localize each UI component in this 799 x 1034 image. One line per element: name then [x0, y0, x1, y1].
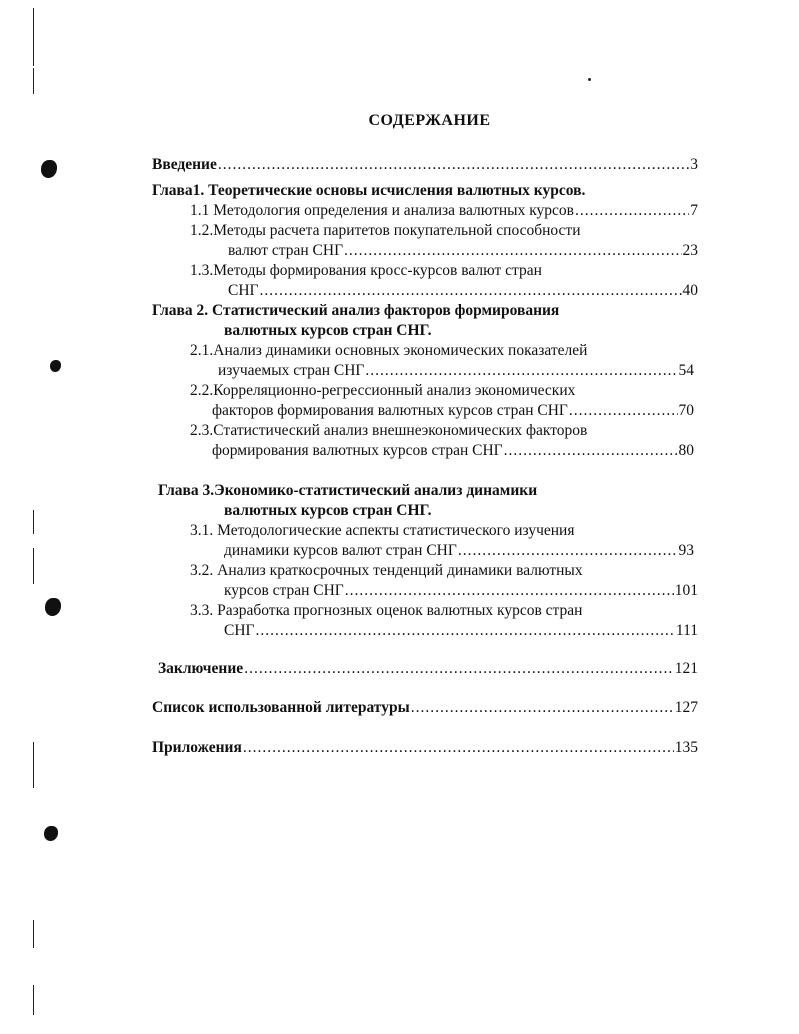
leader-dots — [218, 155, 689, 175]
toc-entry-references — [152, 698, 698, 718]
toc-entry-label: Приложения — [152, 739, 242, 756]
toc-page-number: 101 — [674, 582, 698, 599]
scan-edge-line — [33, 510, 34, 534]
toc-entry-label: изучаемых стран СНГ — [218, 362, 365, 379]
punch-hole-mark — [45, 598, 61, 616]
chapter-heading: Глава 3.Экономико-статистический анализ динамики — [158, 482, 538, 499]
toc-entry-label: валют стран СНГ — [228, 242, 344, 259]
toc-entry-label: СНГ — [224, 622, 255, 639]
page-title: СОДЕРЖАНИЕ — [368, 112, 491, 129]
toc-entry — [190, 201, 698, 221]
leader-dots — [344, 241, 681, 261]
toc-page-number: 7 — [690, 202, 698, 219]
chapter-heading: валютных курсов стран СНГ. — [224, 502, 432, 519]
toc-page-number: 135 — [674, 739, 698, 756]
speck-mark — [588, 78, 591, 81]
toc-page-number: 93 — [678, 542, 694, 559]
toc-entry-label: факторов формирования валютных курсов стран СНГ — [212, 402, 568, 419]
chapter-heading: Глава 2. Статистический анализ факторов формирования — [152, 302, 560, 319]
toc-entry-label: Введение — [152, 156, 217, 173]
toc-entry-label: 2.1.Анализ динамики основных экономических показателей — [190, 342, 588, 359]
leader-dots — [244, 659, 674, 679]
toc-entry-label: 3.2. Анализ краткосрочных тенденций динамики валютных — [190, 562, 583, 579]
toc-entry-label: 3.3. Разработка прогнозных оценок валютных курсов стран — [190, 602, 583, 619]
leader-dots — [504, 441, 678, 461]
toc-entry-label: формирования валютных курсов стран СНГ — [212, 442, 503, 459]
toc-entry-label: курсов стран СНГ — [224, 582, 344, 599]
toc-page-number: 3 — [690, 156, 698, 173]
toc-entry-label: 1.3.Методы формирования кросс-курсов валют стран — [190, 262, 542, 279]
toc-page-number: 70 — [678, 402, 694, 419]
chapter-heading: Глава1. Теоретические основы исчисления валютных курсов. — [152, 182, 586, 199]
toc-entry — [212, 401, 694, 421]
toc-entry — [224, 581, 698, 601]
toc-entry-label: 1.1 Методология определения и анализа валютных курсов — [190, 202, 574, 219]
toc-entry — [224, 621, 698, 641]
leader-dots — [243, 738, 674, 758]
leader-dots — [411, 698, 674, 718]
toc-entry-label: Список использованной литературы — [152, 699, 410, 716]
toc-page-number: 23 — [682, 242, 698, 259]
scan-edge-line — [33, 548, 34, 584]
chapter-heading: валютных курсов стран СНГ. — [224, 322, 432, 339]
toc-entry — [212, 441, 694, 461]
toc-entry-label: 3.1. Методологические аспекты статистического изучения — [190, 522, 575, 539]
toc-entry — [218, 361, 694, 381]
toc-page-number: 127 — [674, 699, 698, 716]
leader-dots — [575, 201, 689, 221]
toc-entry-conclusion — [158, 659, 698, 679]
leader-dots — [345, 581, 674, 601]
toc-entry — [224, 541, 694, 561]
leader-dots — [365, 361, 677, 381]
leader-dots — [569, 401, 678, 421]
toc-entry-intro — [152, 155, 698, 175]
toc-entry — [228, 241, 698, 261]
leader-dots — [256, 621, 675, 641]
punch-hole-mark — [50, 360, 61, 372]
toc-page-number: 40 — [682, 282, 698, 299]
toc-entry-label: СНГ — [228, 282, 259, 299]
toc-page-number: 54 — [678, 362, 694, 379]
scan-edge-line — [33, 742, 34, 788]
toc-page-number: 80 — [678, 442, 694, 459]
toc-page-number: 121 — [674, 660, 698, 677]
scan-edge-line — [33, 985, 34, 1015]
scan-edge-line — [33, 68, 34, 94]
punch-hole-mark — [44, 826, 58, 841]
leader-dots — [260, 281, 682, 301]
scan-edge-line — [33, 8, 34, 66]
punch-hole-mark — [41, 160, 57, 178]
toc-entry-label: 1.2.Методы расчета паритетов покупательной способности — [190, 222, 581, 239]
leader-dots — [458, 541, 678, 561]
toc-entry-label: Заключение — [158, 660, 244, 677]
toc-entry-label: 2.3.Статистический анализ внешнеэкономических факторов — [190, 422, 588, 439]
toc-entry-label: динамики курсов валют стран СНГ — [224, 542, 457, 559]
toc-page-number: 111 — [675, 622, 698, 639]
toc-entry-label: 2.2.Корреляционно-регрессионный анализ экономических — [190, 382, 576, 399]
scan-edge-line — [33, 920, 34, 948]
toc-entry — [228, 281, 698, 301]
toc-entry-appendices — [152, 738, 698, 758]
